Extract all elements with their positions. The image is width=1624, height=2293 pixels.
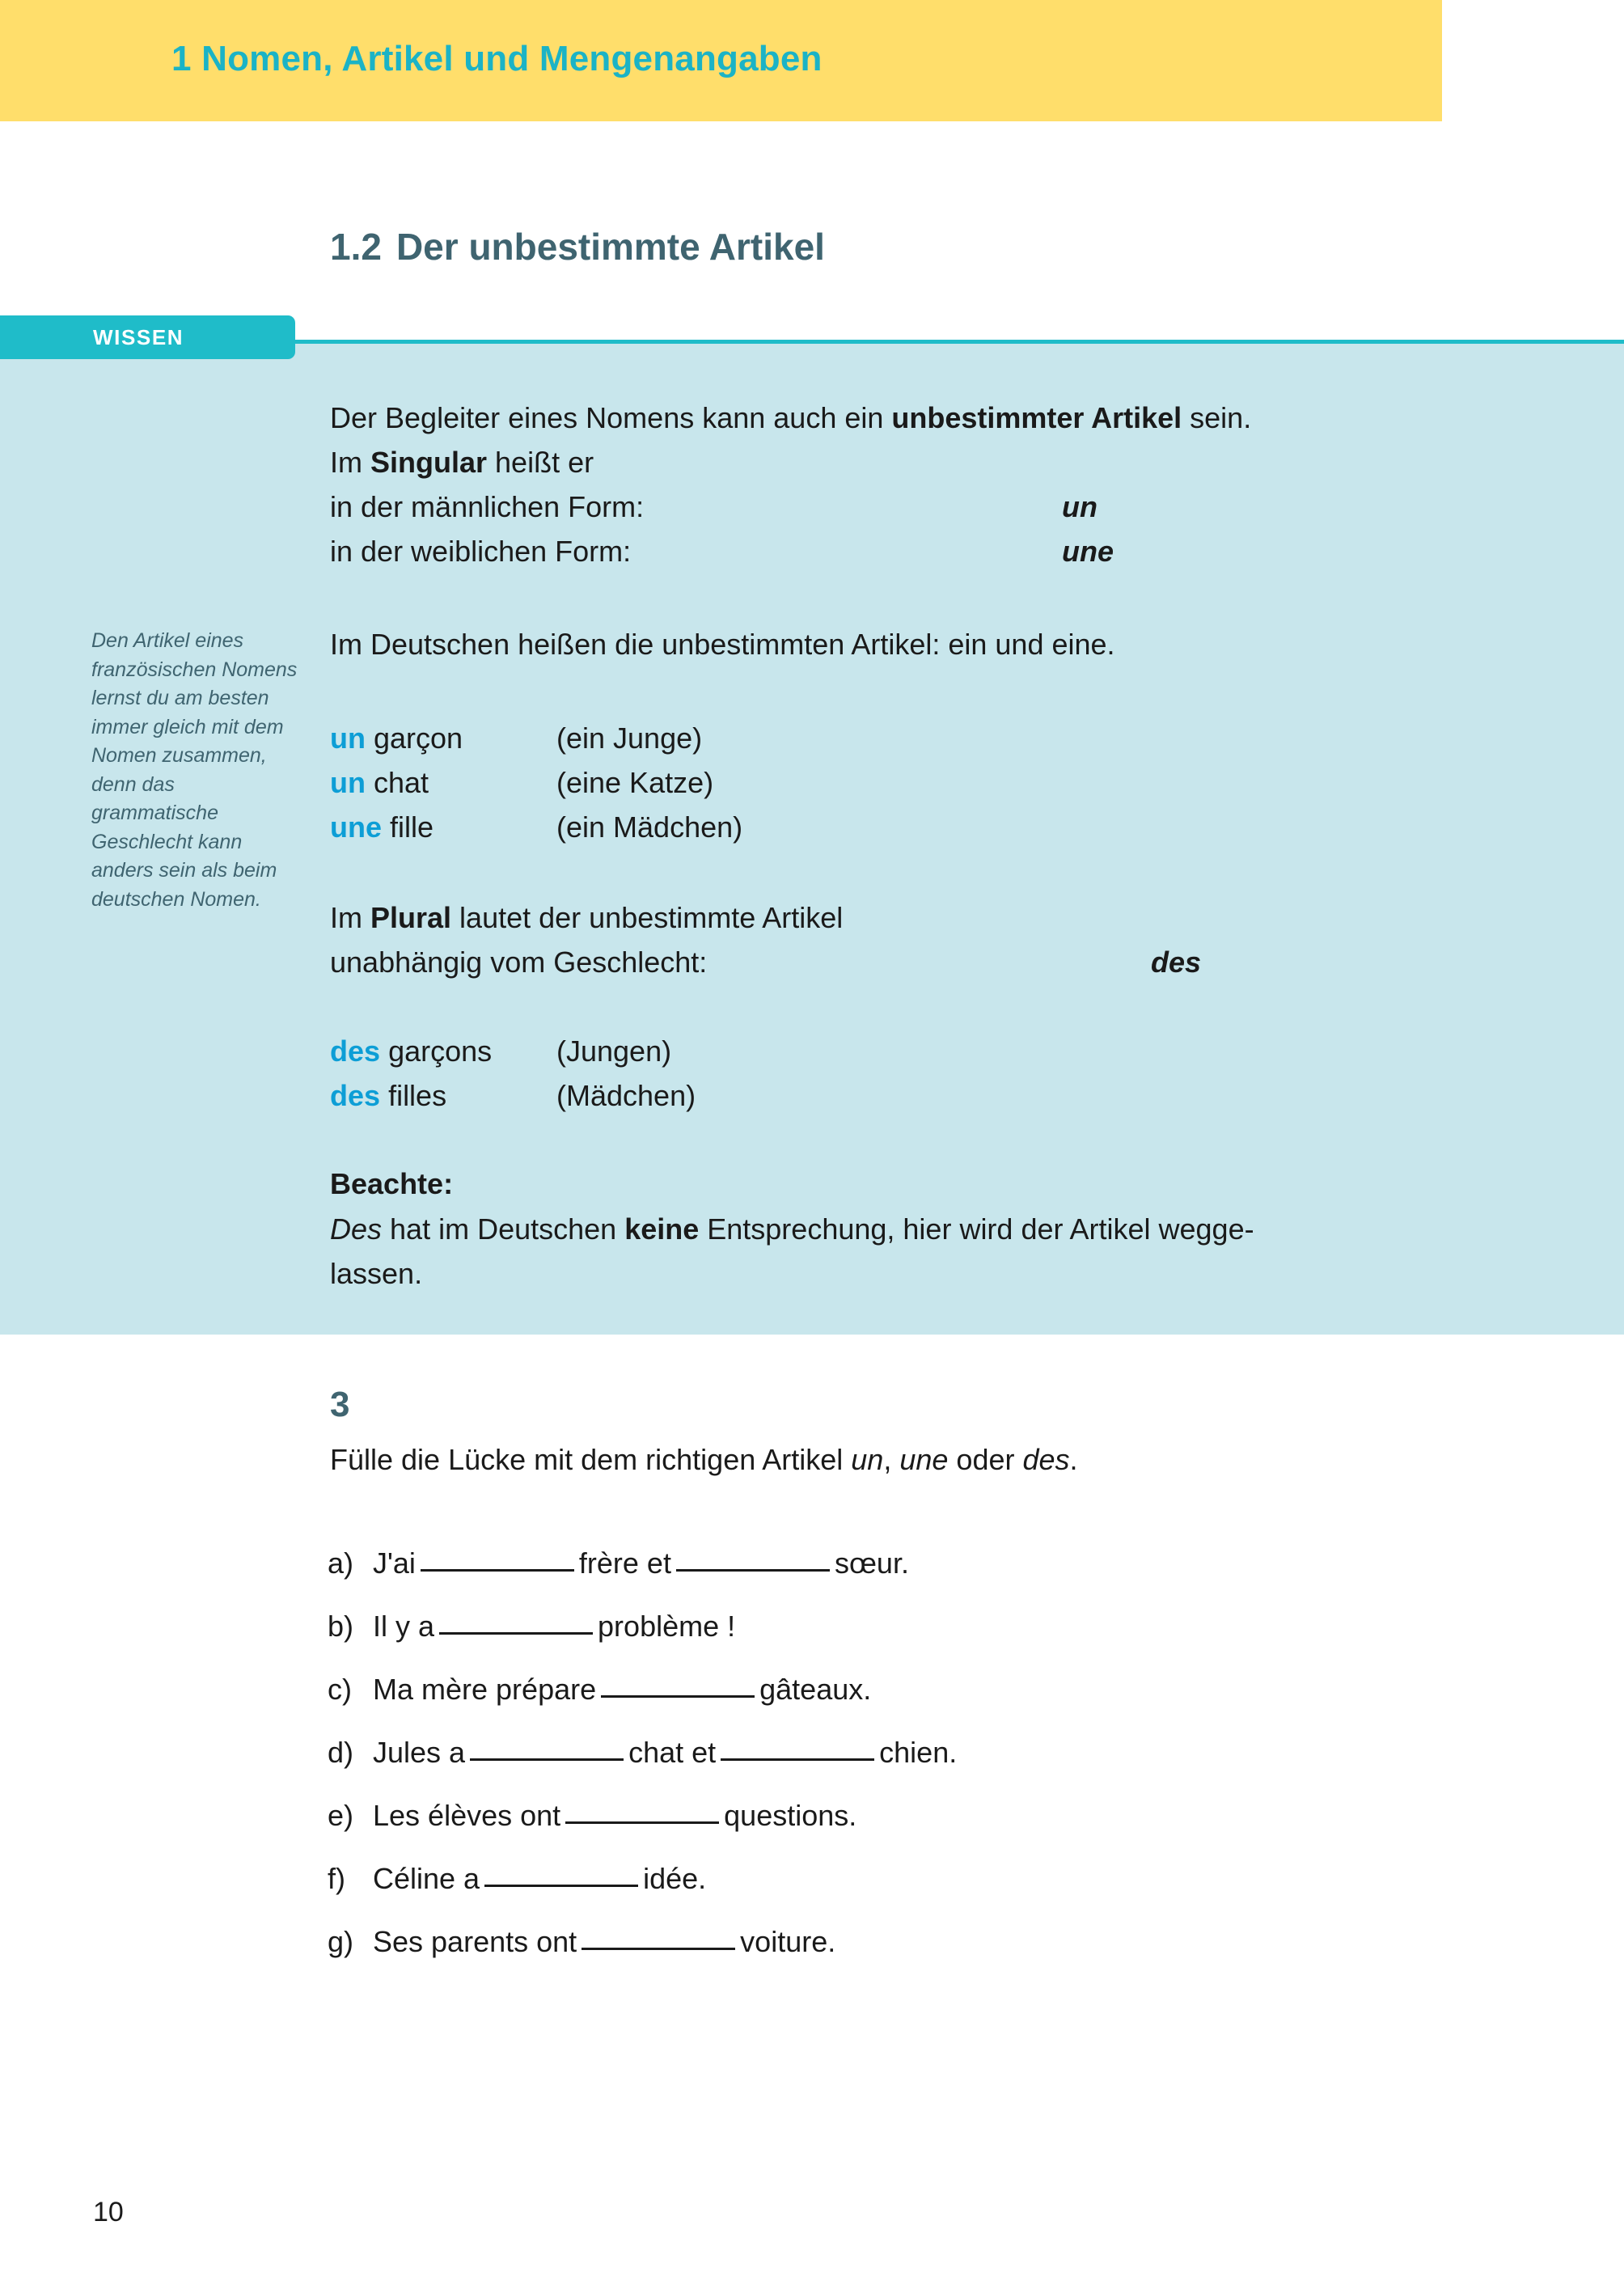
item-part-2: voiture. bbox=[740, 1925, 836, 1958]
chapter-title: 1 Nomen, Artikel und Mengenangaben bbox=[171, 39, 823, 78]
intro-line-1-bold: unbestimmter Artikel bbox=[891, 401, 1182, 434]
item-label: d) bbox=[328, 1736, 354, 1769]
item-label: e) bbox=[328, 1799, 354, 1832]
item-part-2: problème ! bbox=[598, 1610, 736, 1643]
answer-blank[interactable] bbox=[721, 1758, 874, 1761]
exercise-item-d bbox=[328, 1736, 1460, 1799]
masculine-form-label: in der männlichen Form: bbox=[330, 490, 645, 523]
beachte-line-2: lassen. bbox=[330, 1257, 423, 1290]
item-part-2: idée. bbox=[643, 1862, 707, 1895]
answer-blank[interactable] bbox=[470, 1758, 624, 1761]
item-part-1: Ma mère prépare bbox=[373, 1673, 597, 1706]
example-row bbox=[330, 805, 743, 849]
example-translation: (eine Katze) bbox=[556, 766, 714, 799]
item-label: g) bbox=[328, 1925, 354, 1958]
example-article: un bbox=[330, 721, 366, 755]
intro-line-2-pre: Im bbox=[330, 446, 370, 479]
feminine-form-line bbox=[330, 530, 1114, 573]
plural-line-1-pre: Im bbox=[330, 901, 370, 934]
intro-line-2-post: heißt er bbox=[487, 446, 594, 479]
beachte-line-1-mid: hat im Deutschen bbox=[382, 1212, 625, 1246]
feminine-form-label: in der weiblichen Form: bbox=[330, 535, 632, 568]
beachte-line-1 bbox=[330, 1208, 1254, 1251]
margin-side-note: Den Artikel eines französischen Nomens lernst du am besten immer gleich mit dem Nomen zusammen, denn das grammatische Geschlecht kann anders sein als beim deutschen Nomen. bbox=[91, 629, 298, 911]
plural-line-2 bbox=[330, 941, 1202, 984]
german-articles-line: Im Deutschen heißen die unbestimmten Artikel: ein und eine. bbox=[330, 628, 1115, 661]
plural-line-1 bbox=[330, 896, 843, 940]
answer-blank[interactable] bbox=[484, 1885, 638, 1887]
example-row bbox=[330, 1029, 672, 1073]
masculine-form-value: un bbox=[1062, 490, 1097, 523]
example-row bbox=[330, 716, 703, 760]
example-word: garçon bbox=[374, 721, 463, 755]
section-heading bbox=[330, 225, 825, 269]
instruction-article-une: une bbox=[899, 1443, 949, 1476]
item-part-1: Les élèves ont bbox=[373, 1799, 561, 1832]
singular-examples-list bbox=[330, 716, 743, 849]
example-row bbox=[330, 1073, 696, 1118]
example-article: une bbox=[330, 810, 383, 844]
item-part-1: Il y a bbox=[373, 1610, 435, 1643]
example-article: des bbox=[330, 1079, 381, 1112]
plural-form-label: unabhängig vom Geschlecht: bbox=[330, 946, 708, 979]
intro-line-2-bold: Singular bbox=[370, 446, 488, 479]
beachte-italic-des: Des bbox=[330, 1212, 383, 1246]
instruction-post: . bbox=[1069, 1443, 1078, 1476]
example-article: un bbox=[330, 766, 366, 799]
exercise-item-e bbox=[328, 1799, 1460, 1862]
item-label: a) bbox=[328, 1546, 354, 1580]
exercise-item-c bbox=[328, 1673, 1460, 1736]
intro-line-2 bbox=[330, 441, 594, 484]
item-label: f) bbox=[328, 1862, 345, 1895]
item-part-3: sœur. bbox=[834, 1546, 909, 1580]
item-part-1: J'ai bbox=[373, 1546, 416, 1580]
plural-line-1-bold: Plural bbox=[370, 901, 452, 934]
wissen-tab-label: WISSEN bbox=[93, 325, 184, 349]
example-word: garçons bbox=[388, 1034, 493, 1068]
item-part-1: Céline a bbox=[373, 1862, 480, 1895]
item-label: b) bbox=[328, 1610, 354, 1643]
exercise-item-b bbox=[328, 1610, 1460, 1673]
answer-blank[interactable] bbox=[601, 1695, 755, 1698]
section-title: Der unbestimmte Artikel bbox=[395, 226, 825, 268]
item-part-2: gâteaux. bbox=[759, 1673, 872, 1706]
example-row bbox=[330, 760, 714, 805]
item-part-1: Ses parents ont bbox=[373, 1925, 577, 1958]
intro-line-1 bbox=[330, 396, 1251, 440]
answer-blank[interactable] bbox=[439, 1632, 593, 1635]
exercise-item-f bbox=[328, 1862, 1460, 1925]
section-number: 1.2 bbox=[330, 226, 382, 268]
example-word: chat bbox=[374, 766, 429, 799]
instruction-article-des: des bbox=[1022, 1443, 1070, 1476]
item-part-1: Jules a bbox=[373, 1736, 466, 1769]
exercise-item-a bbox=[328, 1546, 1460, 1610]
example-translation: (Jungen) bbox=[556, 1034, 672, 1068]
plural-line-1-post: lautet der unbestimmte Artikel bbox=[451, 901, 844, 934]
masculine-form-line bbox=[330, 485, 1097, 529]
beachte-heading: Beachte: bbox=[330, 1167, 454, 1200]
beachte-bold-keine: keine bbox=[624, 1212, 700, 1246]
page-number: 10 bbox=[93, 2197, 124, 2227]
instruction-mid-1: , bbox=[883, 1443, 900, 1476]
exercise-instruction bbox=[330, 1443, 1078, 1477]
instruction-mid-2: oder bbox=[948, 1443, 1023, 1476]
example-translation: (ein Junge) bbox=[556, 721, 703, 755]
example-translation: (Mädchen) bbox=[556, 1079, 696, 1112]
item-part-2: questions. bbox=[724, 1799, 857, 1832]
plural-form-value: des bbox=[1151, 946, 1202, 979]
item-label: c) bbox=[328, 1673, 352, 1706]
example-word: filles bbox=[388, 1079, 447, 1112]
answer-blank[interactable] bbox=[421, 1569, 574, 1572]
exercise-item-g bbox=[328, 1925, 1460, 1988]
example-translation: (ein Mädchen) bbox=[556, 810, 743, 844]
instruction-pre: Fülle die Lücke mit dem richtigen Artikel bbox=[330, 1443, 852, 1476]
item-part-2: chat et bbox=[628, 1736, 717, 1769]
item-part-3: chien. bbox=[879, 1736, 958, 1769]
example-article: des bbox=[330, 1034, 381, 1068]
intro-line-1-pre: Der Begleiter eines Nomens kann auch ein bbox=[330, 401, 892, 434]
plural-examples-list bbox=[330, 1029, 696, 1118]
example-word: fille bbox=[390, 810, 434, 844]
item-part-2: frère et bbox=[578, 1546, 671, 1580]
instruction-article-un: un bbox=[851, 1443, 884, 1476]
answer-blank[interactable] bbox=[565, 1821, 719, 1824]
answer-blank[interactable] bbox=[582, 1948, 735, 1950]
intro-line-1-post: sein. bbox=[1182, 401, 1252, 434]
feminine-form-value: une bbox=[1062, 535, 1114, 568]
exercise-number: 3 bbox=[330, 1385, 350, 1424]
exercise-items-list bbox=[328, 1546, 1460, 1988]
beachte-line-1-post: Entsprechung, hier wird der Artikel wegge- bbox=[699, 1212, 1254, 1246]
answer-blank[interactable] bbox=[676, 1569, 830, 1572]
